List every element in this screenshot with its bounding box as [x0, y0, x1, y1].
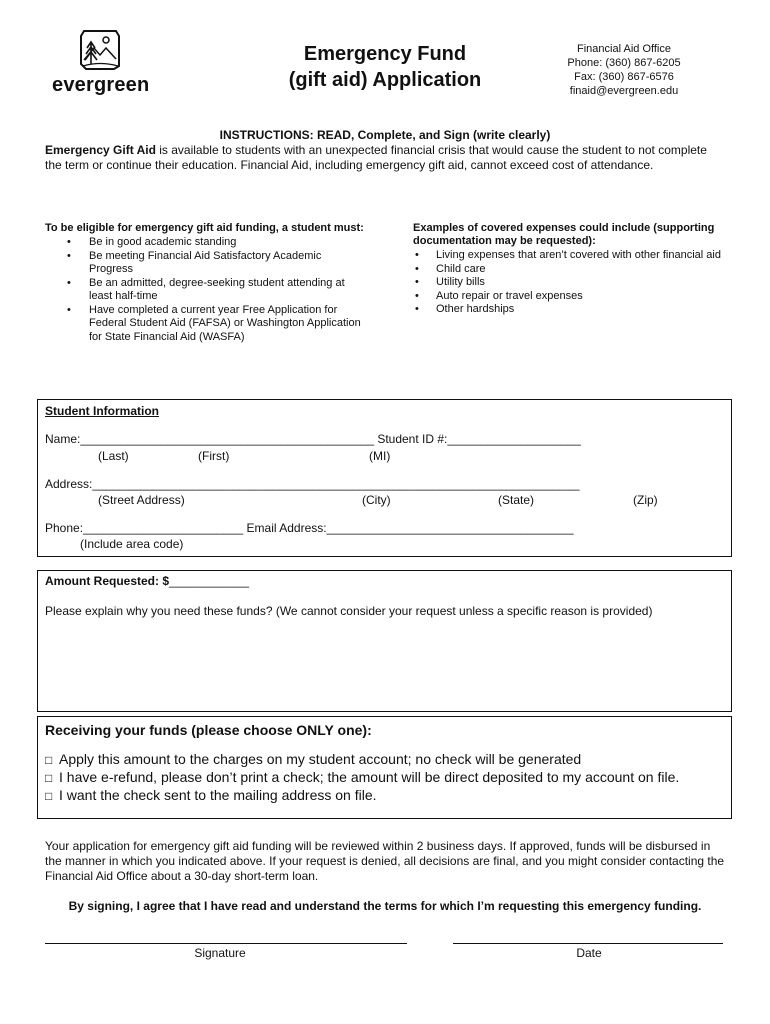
- name-first-label: (First): [198, 449, 230, 463]
- page-title: [262, 41, 508, 93]
- review-notice: Your application for emergency gift aid funding will be reviewed within 2 business days. If approved, funds will be disbursed in the manner in which you indicated above. If your request is denied, all decisions are final, and you might consider contacting the Financial Aid Office about a 30-day short-term loan.: [45, 839, 725, 883]
- expenses-heading: Examples of covered expenses could include (supporting documentation may be requested):: [413, 222, 715, 247]
- list-item: • Child care: [413, 263, 731, 277]
- instructions-heading: INSTRUCTIONS: READ, Complete, and Sign (write clearly): [219, 128, 551, 142]
- checkbox-icon[interactable]: □: [45, 771, 53, 785]
- list-item: • Utility bills: [413, 276, 731, 290]
- explain-prompt: Please explain why you need these funds? (We cannot consider your request unless a specific reason is provided): [45, 604, 653, 618]
- list-item: • Be meeting Financial Aid Satisfactory Academic Progress: [45, 250, 385, 277]
- option-mail-check[interactable]: [45, 786, 377, 805]
- evergreen-logo: [48, 28, 158, 100]
- amount-box: [37, 570, 732, 712]
- contact-fax: Fax: (360) 867-6576: [574, 71, 674, 83]
- list-item: • Be an admitted, degree-seeking student attending at least half-time: [45, 277, 385, 304]
- title-line-2: (gift aid) Application: [288, 69, 482, 91]
- list-item: • Have completed a current year Free Application for Federal Student Aid (FAFSA) or Washington Application for State Financial Aid (WASFA): [45, 304, 385, 345]
- contact-office: Financial Aid Office: [577, 43, 671, 55]
- contact-block: [548, 42, 700, 98]
- signature-line[interactable]: [45, 943, 407, 944]
- option-label: Apply this amount to the charges on my student account; no check will be generated: [59, 751, 582, 767]
- expenses-section: [413, 222, 731, 317]
- checkbox-icon[interactable]: □: [45, 789, 53, 803]
- option-label: I have e-refund, please don’t print a check; the amount will be direct deposited to my account on file.: [59, 769, 680, 785]
- name-field[interactable]: Name:____________________________________________ Student ID #:____________________: [45, 432, 581, 446]
- list-item: • Other hardships: [413, 303, 731, 317]
- name-mi-label: (MI): [369, 449, 391, 463]
- address-city-label: (City): [362, 493, 391, 507]
- student-info-heading: Student Information: [45, 404, 159, 418]
- title-line-1: Emergency Fund: [303, 43, 467, 65]
- amount-input[interactable]: ____________: [169, 574, 250, 588]
- logo-wordmark: evergreen: [52, 74, 150, 96]
- option-label: I want the check sent to the mailing address on file.: [59, 787, 377, 803]
- amount-label: Amount Requested: $: [45, 574, 170, 588]
- phone-note: (Include area code): [80, 537, 184, 551]
- student-info-box: [37, 399, 732, 557]
- instructions-body: [45, 143, 725, 173]
- eligibility-section: [45, 222, 385, 344]
- eligibility-list: [45, 235, 385, 344]
- address-state-label: (State): [498, 493, 535, 507]
- date-line[interactable]: [453, 943, 723, 944]
- agreement-statement: By signing, I agree that I have read and understand the terms for which I’m requesting this emergency funding.: [68, 899, 702, 913]
- tree-mountain-icon: [78, 28, 122, 72]
- contact-email: finaid@evergreen.edu: [569, 85, 679, 97]
- amount-row: [45, 574, 249, 588]
- option-apply-to-account[interactable]: [45, 750, 581, 769]
- receive-funds-heading: Receiving your funds (please choose ONLY one):: [45, 722, 372, 738]
- expenses-list: [413, 248, 731, 317]
- option-e-refund[interactable]: [45, 768, 679, 787]
- explain-textarea[interactable]: [45, 623, 723, 703]
- receive-funds-box: [37, 716, 732, 819]
- contact-phone: Phone: (360) 867-6205: [567, 57, 681, 69]
- name-last-label: (Last): [98, 449, 129, 463]
- address-street-label: (Street Address): [98, 493, 185, 507]
- date-label: Date: [576, 946, 602, 960]
- list-item: • Be in good academic standing: [45, 236, 385, 250]
- signature-label: Signature: [194, 946, 246, 960]
- instructions-text: is available to students with an unexpected financial crisis that would cause the student to not complete the term or continue their education. Financial Aid, including emergency gift aid, cannot exceed cost of attendance.: [45, 143, 707, 172]
- phone-email-field[interactable]: Phone:________________________ Email Address:_____________________________________: [45, 521, 574, 535]
- instructions-lead: Emergency Gift Aid: [45, 143, 156, 157]
- checkbox-icon[interactable]: □: [45, 753, 53, 767]
- eligibility-heading: To be eligible for emergency gift aid funding, a student must:: [45, 222, 364, 234]
- address-field[interactable]: Address:_________________________________________________________________________: [45, 477, 580, 491]
- address-zip-label: (Zip): [633, 493, 658, 507]
- list-item: • Living expenses that aren’t covered with other financial aid: [413, 249, 731, 263]
- list-item: • Auto repair or travel expenses: [413, 290, 731, 304]
